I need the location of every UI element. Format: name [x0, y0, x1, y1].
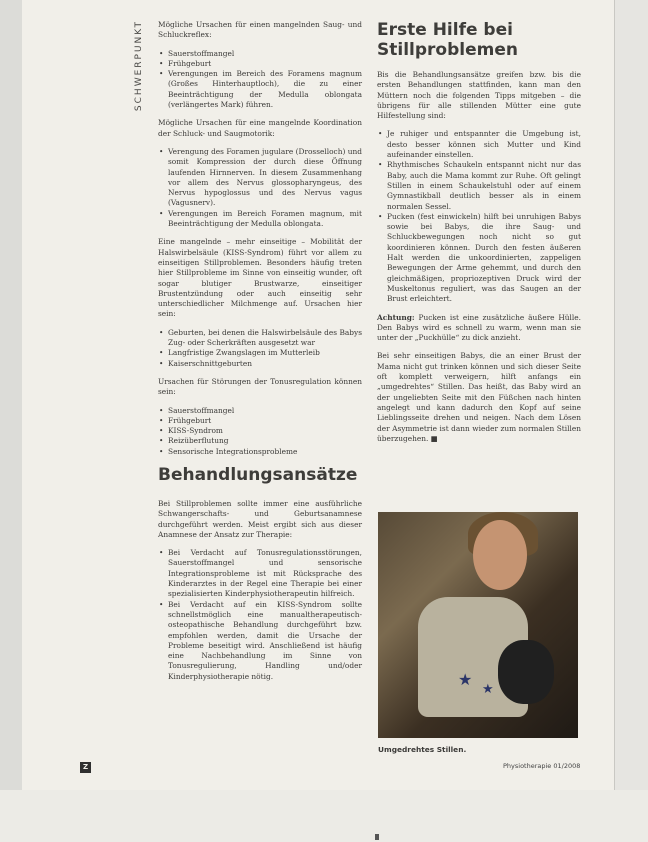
publisher-logo-icon: Z [80, 762, 91, 773]
treatment-list [158, 548, 362, 682]
list-item: • Sauerstoffmangel [158, 49, 362, 59]
page-footer: Physiotherapie 01/2008 [503, 762, 581, 770]
list-item: • Rhythmisches Schaukeln entspannt nicht nur das Baby, auch die Mama kommt zur Ruhe. Oft gelingt Stillen in einem Schaukelstuhl oder auf einem Gymnastikball deutlich besser als in einem normalen Sessel. [377, 160, 581, 211]
list-item: • Reizüberflutung [158, 436, 362, 446]
intro-paragraph: Ursachen für Störungen der Tonusregulation können sein: [158, 376, 362, 397]
breastfeeding-photo [378, 512, 578, 738]
causes-list-1 [158, 49, 362, 111]
star-pattern-icon: ★ [458, 670, 473, 689]
warning-text: Pucken ist eine zusätzliche äußere Hülle. Den Babys wird es schnell zu warm, wenn man sie unter der „Puckhülle“ zu dick anzieht. [377, 312, 581, 343]
list-item: • KISS-Syndrom [158, 426, 362, 436]
right-column [377, 20, 581, 452]
intro-paragraph: Mögliche Ursachen für einen mangelnden Saug- und Schluckreflex: [158, 20, 362, 40]
list-item: • Bei Verdacht auf Tonusregulationsstörungen, Sauerstoffmangel und sensorische Integrationsprobleme ist mit Rücksprache des Kinderarztes in der Regel eine Therapie bei einer spezialisierten Kinderphysiotherapeutin hilfreich. [158, 548, 362, 599]
photo-caption: Umgedrehtes Stillen. [378, 745, 467, 754]
star-pattern-icon: ★ [482, 682, 494, 697]
baby-head [498, 640, 554, 704]
mother-face [473, 520, 527, 590]
body-paragraph: Bei sehr einseitigen Babys, die an einer Brust der Mama nicht gut trinken können und sich dieser Seite oft komplett verweigern, hilft anfangs ein „umgedrehtes“ Stillen. Das heißt, das Baby wird an der ungeliebten Seite mit den Füßchen nach hinten angelegt und kann dadurch den Kopf auf seine Lieblingsseite drehen und neigen. Nach dem Lösen der Asymmetrie ist dann wieder zum normalen Stillen überzugehen. ■ [377, 351, 581, 443]
warning-label: Achtung: [377, 312, 415, 322]
list-item: • Pucken (fest einwickeln) hilft bei unruhigen Babys sowie bei Babys, die ihre Saug- und Schluckbewegungen noch nicht so gut koordinieren können. Durch den festen äußeren Halt werden die unkoordinierten, zappeligen Bewegungen der Arme gehemmt, und durch den gleichmäßigen, propriozeptiven Druck wird der Muskeltonus reguliert, was das Saugen an der Brust erleichtert. [377, 212, 581, 305]
warning-paragraph [377, 313, 581, 344]
tips-list [377, 129, 581, 304]
body-paragraph: Bei Stillproblemen sollte immer eine ausführliche Schwangerschafts- und Geburtsanamnese durchgeführt werden. Meist ergibt sich aus dieser Anamnese der Ansatz zur Therapie: [158, 498, 362, 539]
intro-paragraph: Mögliche Ursachen für eine mangelnde Koordination der Schluck- und Saugmotorik: [158, 118, 362, 138]
list-item: • Je ruhiger und entspannter die Umgebung ist, desto besser können sich Mutter und Kind aufeinander einstellen. [377, 129, 581, 160]
list-item: • Kaiserschnittgeburten [158, 359, 362, 369]
body-paragraph: Eine mangelnde – mehr einseitige – Mobilität der Halswirbelsäule (KISS-Syndrom) führt vor allem zu einseitigen Stillproblemen. Besonders häufig treten hier Stillprobleme im Sinne von einseitig wunder, oft sogar blutiger Brustwarze, einseitiger Brustentzündung oder auch einseitig sehr unterschiedlicher Milchmenge auf. Ursachen hier sein: [158, 237, 362, 319]
list-item: • Geburten, bei denen die Halswirbelsäule des Babys Zug- oder Scherkräften ausgesetzt war [158, 328, 362, 349]
causes-list-3 [158, 328, 362, 369]
list-item: • Verengung des Foramen jugulare (Drosselloch) und somit Kompression der durch diese Öffnung laufenden Hirnnerven. In diesem Zusammenhang vor allem des Nervus glossopharyngeus, des Nervus hypoglossus und des Nervus vagus (Vagusnerv). [158, 147, 362, 209]
list-item: • Verengungen im Bereich des Foramens magnum (Großes Hinterhauptloch), die zu einer Beeinträchtigung der Medulla oblongata (verlängertes Mark) führen. [158, 69, 362, 110]
section-label: SCHWERPUNKT [134, 20, 144, 112]
scan-mark [375, 834, 379, 840]
list-item: • Bei Verdacht auf ein KISS-Syndrom sollte schnellstmöglich eine manualtherapeutisch-osteopathische Behandlung durchgeführt bzw. empfohlen werden, damit die Ursache der Probleme beseitigt wird. Anschließend ist häufig eine Nachbehandlung im Sinne von Tonusregulierung, Handling und/oder Kinderphysiotherapie nötig. [158, 600, 362, 682]
scan-bottom-margin [0, 790, 648, 842]
section-heading: Behandlungsansätze [158, 464, 358, 485]
body-paragraph: Bis die Behandlungsansätze greifen bzw. bis die ersten Behandlungen stattfinden, kann man den Müttern noch die folgenden Tipps mitgeben – die übrigens für alle stillenden Mütter eine gute Hilfestellung sind: [377, 70, 581, 121]
article-heading: Erste Hilfe bei Stillproblemen [377, 20, 518, 60]
list-item: • Verengungen im Bereich Foramen magnum, mit Beeinträchtigung der Medulla oblongata. [158, 209, 362, 230]
causes-list-4 [158, 406, 362, 457]
list-item: • Sensorische Integrationsprobleme [158, 447, 362, 457]
list-item: • Langfristige Zwangslagen im Mutterleib [158, 348, 362, 358]
list-item: • Sauerstoffmangel [158, 406, 362, 416]
causes-list-2 [158, 147, 362, 229]
list-item: • Frühgeburt [158, 416, 362, 426]
list-item: • Frühgeburt [158, 59, 362, 69]
next-page-edge [614, 0, 648, 790]
left-column [158, 20, 362, 690]
